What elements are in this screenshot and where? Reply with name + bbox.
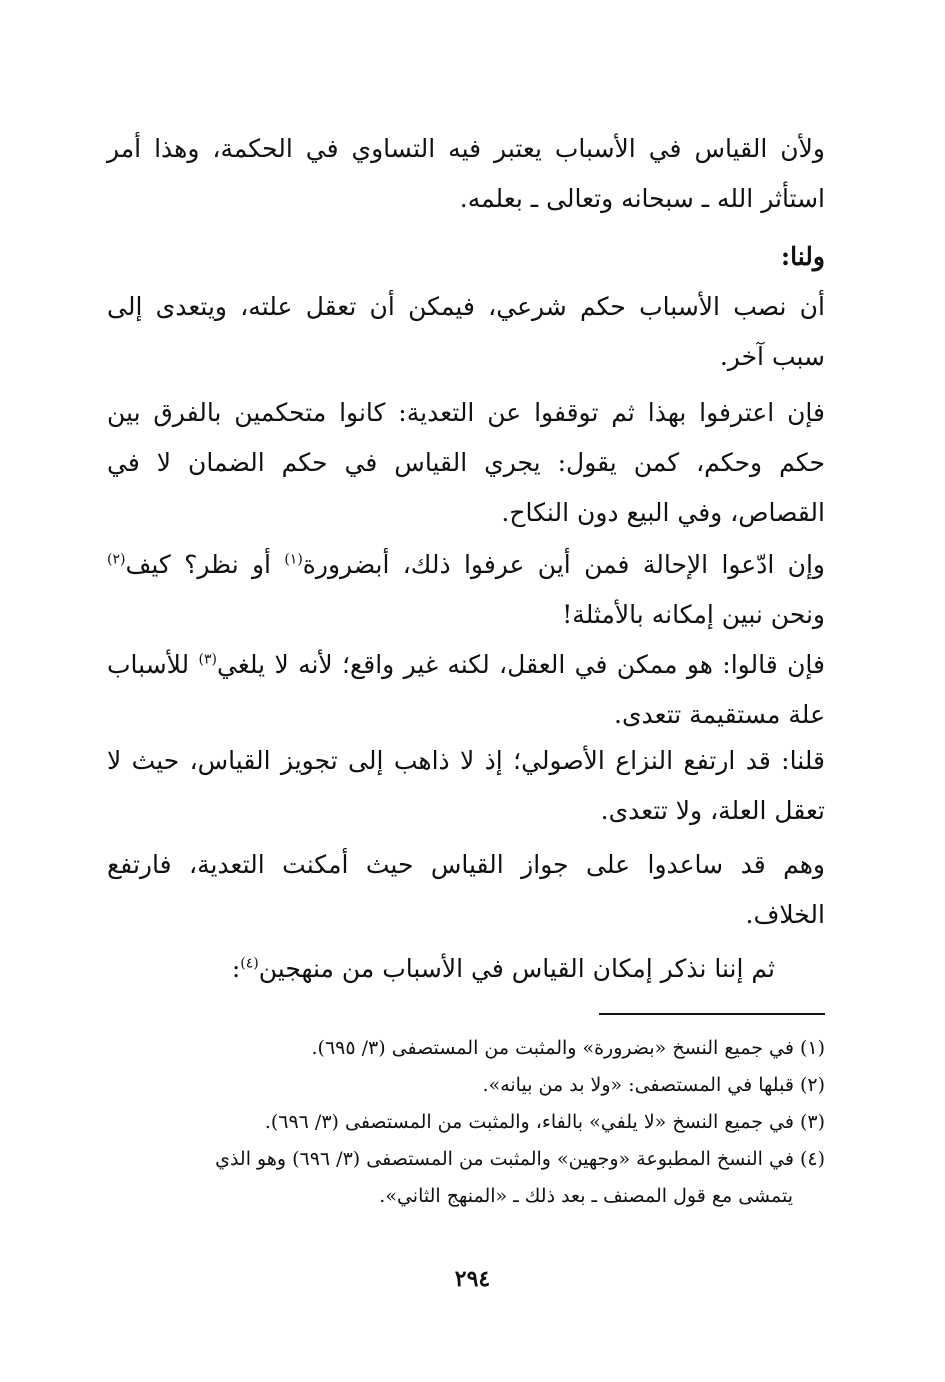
paragraph-6: قلنا: قد ارتفع النزاع الأصولي؛ إذ لا ذاهب إلى تجويز القياس، حيث لا تعقل العلة، ولا تتعدى. [107, 746, 825, 825]
section-heading: ولنا: [780, 242, 825, 271]
footnote-2: (٢) قبلها في المستصفى: «ولا بد من بيانه». [482, 1074, 825, 1096]
footnote-4-continuation: يتمشى مع قول المصنف ـ بعد ذلك ـ «المنهج الثاني». [379, 1185, 793, 1207]
footnotes [107, 1030, 825, 1215]
footnote-separator [599, 1013, 825, 1015]
footnote-ref-4: (٤) [240, 955, 259, 972]
paragraph-8-text-b: : [231, 954, 241, 983]
paragraph-8-text-a: ثم إننا نذكر إمكان القياس في الأسباب من منهجين [258, 954, 775, 983]
footnote-3: (٣) في جميع النسخ «لا يلفي» بالفاء، والمثبت من المستصفى (٣/ ٦٩٦). [264, 1111, 825, 1133]
footnote-ref-1: (١) [284, 551, 303, 568]
paragraph-4-text-c: ونحن نبين إمكانه بالأمثلة! [562, 600, 825, 629]
paragraph-2: أن نصب الأسباب حكم شرعي، فيمكن أن تعقل علته، ويتعدى إلى سبب آخر. [107, 292, 825, 371]
footnote-4: (٤) في النسخ المطبوعة «وجهين» والمثبت من المستصفى (٣/ ٦٩٦) وهو الذي [215, 1148, 825, 1170]
paragraph-8 [115, 944, 775, 994]
paragraph-4-text-b: أو نظر؟ كيف [125, 550, 285, 579]
paragraph-3: فإن اعترفوا بهذا ثم توقفوا عن التعدية: كانوا متحكمين بالفرق بين حكم وحكم، كمن يقول: يجري القياس في حكم الضمان لا في القصاص، وفي البيع دون النكاح. [107, 398, 825, 527]
footnote-1: (١) في جميع النسخ «بضرورة» والمثبت من المستصفى (٣/ ٦٩٥). [311, 1037, 825, 1059]
paragraph-4 [107, 540, 825, 640]
footnote-ref-2: (٢) [107, 551, 126, 568]
paragraph-5-text-b: للأسباب علة مستقيمة تتعدى. [107, 650, 825, 729]
page-number: ٢٩٤ [454, 1266, 491, 1292]
paragraph-1: ولأن القياس في الأسباب يعتبر فيه التساوي في الحكمة، وهذا أمر استأثر الله ـ سبحانه وتعالى ـ بعلمه. [107, 134, 825, 213]
paragraph-5-text-a: فإن قالوا: هو ممكن في العقل، لكنه غير واقع؛ لأنه لا يلغي [217, 650, 826, 679]
paragraph-4-text-a: وإن ادّعوا الإحالة فمن أين عرفوا ذلك، أبضرورة [302, 550, 826, 579]
footnote-ref-3: (٣) [198, 651, 217, 668]
paragraph-5 [107, 640, 825, 740]
paragraph-7: وهم قد ساعدوا على جواز القياس حيث أمكنت التعدية، فارتفع الخلاف. [107, 850, 825, 929]
